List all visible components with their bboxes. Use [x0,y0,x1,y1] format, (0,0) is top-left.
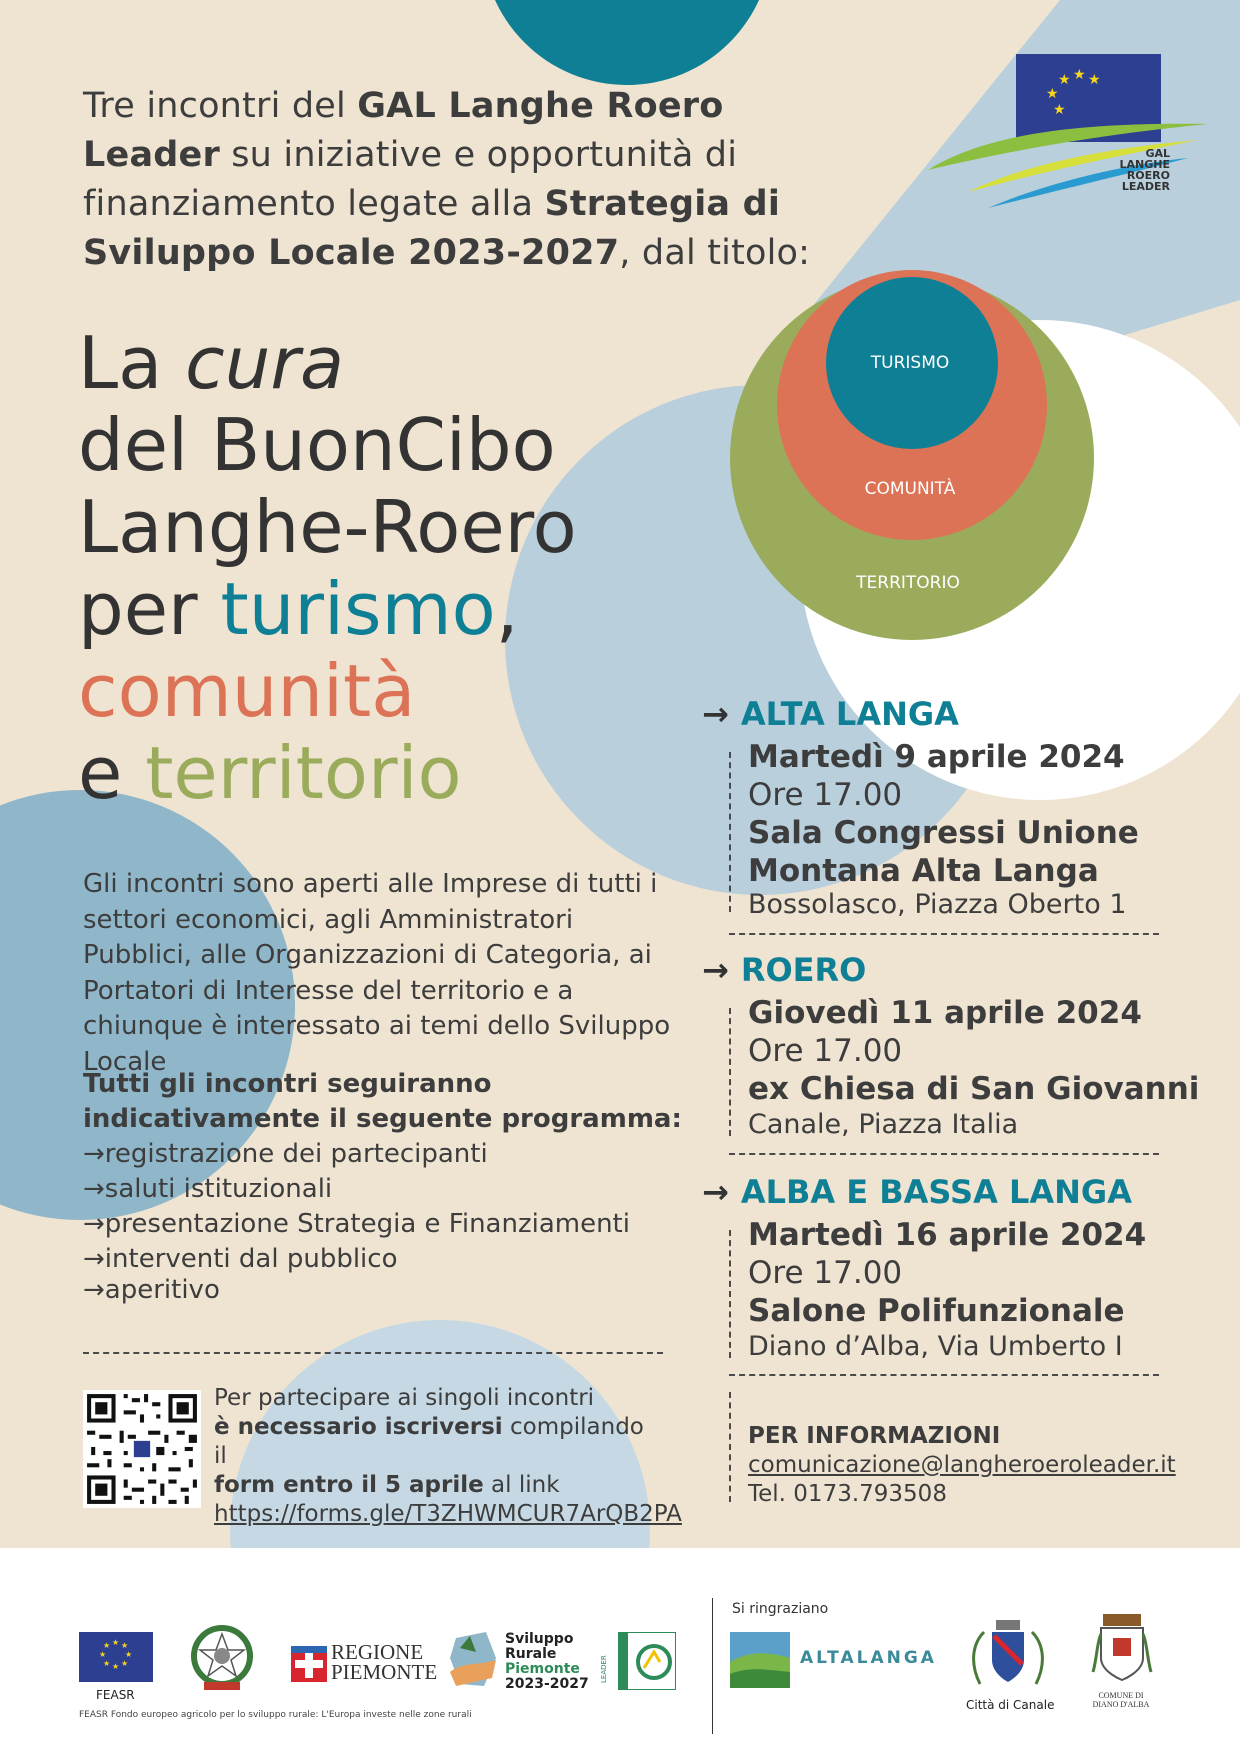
divider [729,1374,1159,1376]
headline [78,322,718,814]
intro-part: su iniziative e opportunità di finanziamento legate alla [83,135,738,224]
logo-line: LANGHE [1119,158,1170,171]
citta-di-canale-crest-icon [966,1614,1050,1694]
description: Gli incontri sono aperti alle Imprese di tutti i settori economici, agli Amministratori Pubblici, alle Organizzazioni di Categoria, ai Portatori di Interesse del territorio e a chiunque è interessato ai temi dello Sviluppo Locale [83,869,671,1077]
svg-text:★: ★ [121,1659,129,1668]
event-details [748,738,1139,920]
headline-line-5: comunità [78,649,416,733]
program-item: →saluti istituzionali [83,1174,333,1204]
event-venue: Salone Polifunzionale [748,1293,1125,1329]
event-date: Martedì 9 aprile 2024 [748,739,1125,775]
program-title: Tutti gli incontri seguiranno [83,1069,492,1099]
comune-diano-crest-icon [1087,1612,1157,1688]
circle-label-comunita: COMUNITÀ [864,479,956,499]
event-details [748,1216,1146,1364]
logo-line: ROERO [1126,169,1170,182]
event-venue: Sala Congressi Unione [748,815,1139,851]
thanks-label: Si ringraziano [732,1601,829,1617]
headline-line-6: e territorio [78,731,462,815]
svg-text:★: ★ [1088,72,1101,88]
headline-line-2: del BuonCibo [78,403,556,487]
feasr-label: FEASR [96,1688,135,1702]
event-time: Ore 17.00 [748,1033,903,1069]
svg-text:★: ★ [99,1650,107,1659]
svg-text:★: ★ [1073,67,1086,83]
leader-label: LEADER [600,1655,608,1683]
footer [0,1548,1240,1755]
arrow-right-icon: → [83,1139,105,1169]
regione-piemonte-label: REGIONE PIEMONTE [331,1640,438,1684]
eu-flag-icon [79,1632,153,1682]
gal-logo [928,52,1208,212]
divider [729,1008,731,1136]
program-item: →presentazione Strategia e Finanziamenti [83,1209,630,1239]
svg-text:★: ★ [1058,72,1071,88]
comune-diano-label: COMUNE DI DIANO D'ALBA [1092,1691,1150,1709]
intro-text [83,82,843,278]
event-title-alba-bassa-langa: → ALBA E BASSA LANGA [702,1173,1132,1211]
headline-line-3: Langhe-Roero [78,485,577,569]
arrow-right-icon: → [83,1174,105,1204]
event-date: Giovedì 11 aprile 2024 [748,995,1142,1031]
registration-line: Per partecipare ai singoli incontri [214,1385,595,1411]
logo-line: GAL [1145,147,1170,160]
event-address: Canale, Piazza Italia [748,1109,1019,1140]
event-venue: ex Chiesa di San Giovanni [748,1071,1200,1107]
svg-text:★: ★ [1046,86,1059,102]
divider [729,1153,1159,1155]
arrow-right-icon: → [83,1244,105,1274]
divider [83,1352,663,1354]
svg-text:★: ★ [103,1641,111,1650]
registration-line: è necessario iscriversi compilando il [214,1414,644,1469]
headline-line-4: per turismo, [78,567,519,651]
sviluppo-rurale-label: Sviluppo Rurale Piemonte 2023-2027 [505,1631,589,1692]
intro-part: Tre incontri del [83,86,358,126]
email-link[interactable]: comunicazione@langheroeroleader.it [748,1452,1176,1478]
program [83,1067,683,1308]
event-address: Bossolasco, Piazza Oberto 1 [748,889,1127,920]
event-title-alta-langa: → ALTA LANGA [702,695,959,733]
divider [729,1230,731,1358]
program-item: →interventi dal pubblico [83,1244,398,1274]
logo-line: LEADER [1121,180,1170,193]
altalanga-logo-icon [730,1632,790,1688]
program-item: →registrazione dei partecipanti [83,1139,488,1169]
svg-text:★: ★ [112,1638,120,1647]
regione-piemonte-flag-icon [291,1646,327,1682]
registration-info [214,1384,682,1529]
circle-label-turismo: TURISMO [870,353,950,373]
program-title: indicativamente il seguente programma: [83,1104,682,1134]
contact-info [748,1422,1176,1509]
event-address: Diano d’Alba, Via Umberto I [748,1331,1123,1362]
svg-text:★: ★ [125,1650,133,1659]
qr-code-icon[interactable] [83,1390,201,1508]
phone-number: Tel. 0173.793508 [748,1481,947,1507]
svg-text:★: ★ [1053,102,1066,118]
event-details [748,994,1199,1142]
divider [729,933,1159,935]
event-time: Ore 17.00 [748,777,903,813]
arrow-right-icon: → [702,951,729,989]
registration-line: form entro il 5 aprile al link [214,1472,560,1498]
divider [712,1598,713,1734]
circle-label-territorio: TERRITORIO [856,573,960,593]
program-item: →aperitivo [83,1275,220,1305]
headline-line-1: La cura [78,321,345,405]
feasr-caption: FEASR Fondo europeo agricolo per lo sviluppo rurale: L'Europa investe nelle zone rurali [79,1710,472,1720]
divider [729,1392,731,1502]
event-venue: Montana Alta Langa [748,853,1099,889]
event-date: Martedì 16 aprile 2024 [748,1217,1147,1253]
info-title: PER INFORMAZIONI [748,1423,1001,1449]
arrow-right-icon: → [83,1209,105,1239]
altalanga-label: ALTALANGA [800,1648,937,1668]
intro-bold: Strategia di Sviluppo Locale 2023-2027 [83,184,781,273]
arrow-right-icon: → [83,1275,105,1305]
sviluppo-rurale-logo-icon [446,1628,500,1690]
citta-di-canale-label: Città di Canale [966,1698,1055,1712]
svg-text:★: ★ [103,1659,111,1668]
registration-link[interactable]: https://forms.gle/T3ZHWMCUR7ArQB2PA [214,1501,682,1527]
event-title-roero: → ROERO [702,951,867,989]
italian-republic-emblem-icon [190,1624,254,1694]
event-time: Ore 17.00 [748,1255,903,1291]
intro-bold: GAL Langhe Roero Leader [83,86,724,175]
leader-logo-icon [618,1632,676,1690]
svg-text:★: ★ [121,1641,129,1650]
svg-text:★: ★ [112,1662,120,1671]
arrow-right-icon: → [702,1173,729,1211]
arrow-right-icon: → [702,695,729,733]
intro-part: , dal titolo: [619,233,811,273]
divider [729,752,731,912]
